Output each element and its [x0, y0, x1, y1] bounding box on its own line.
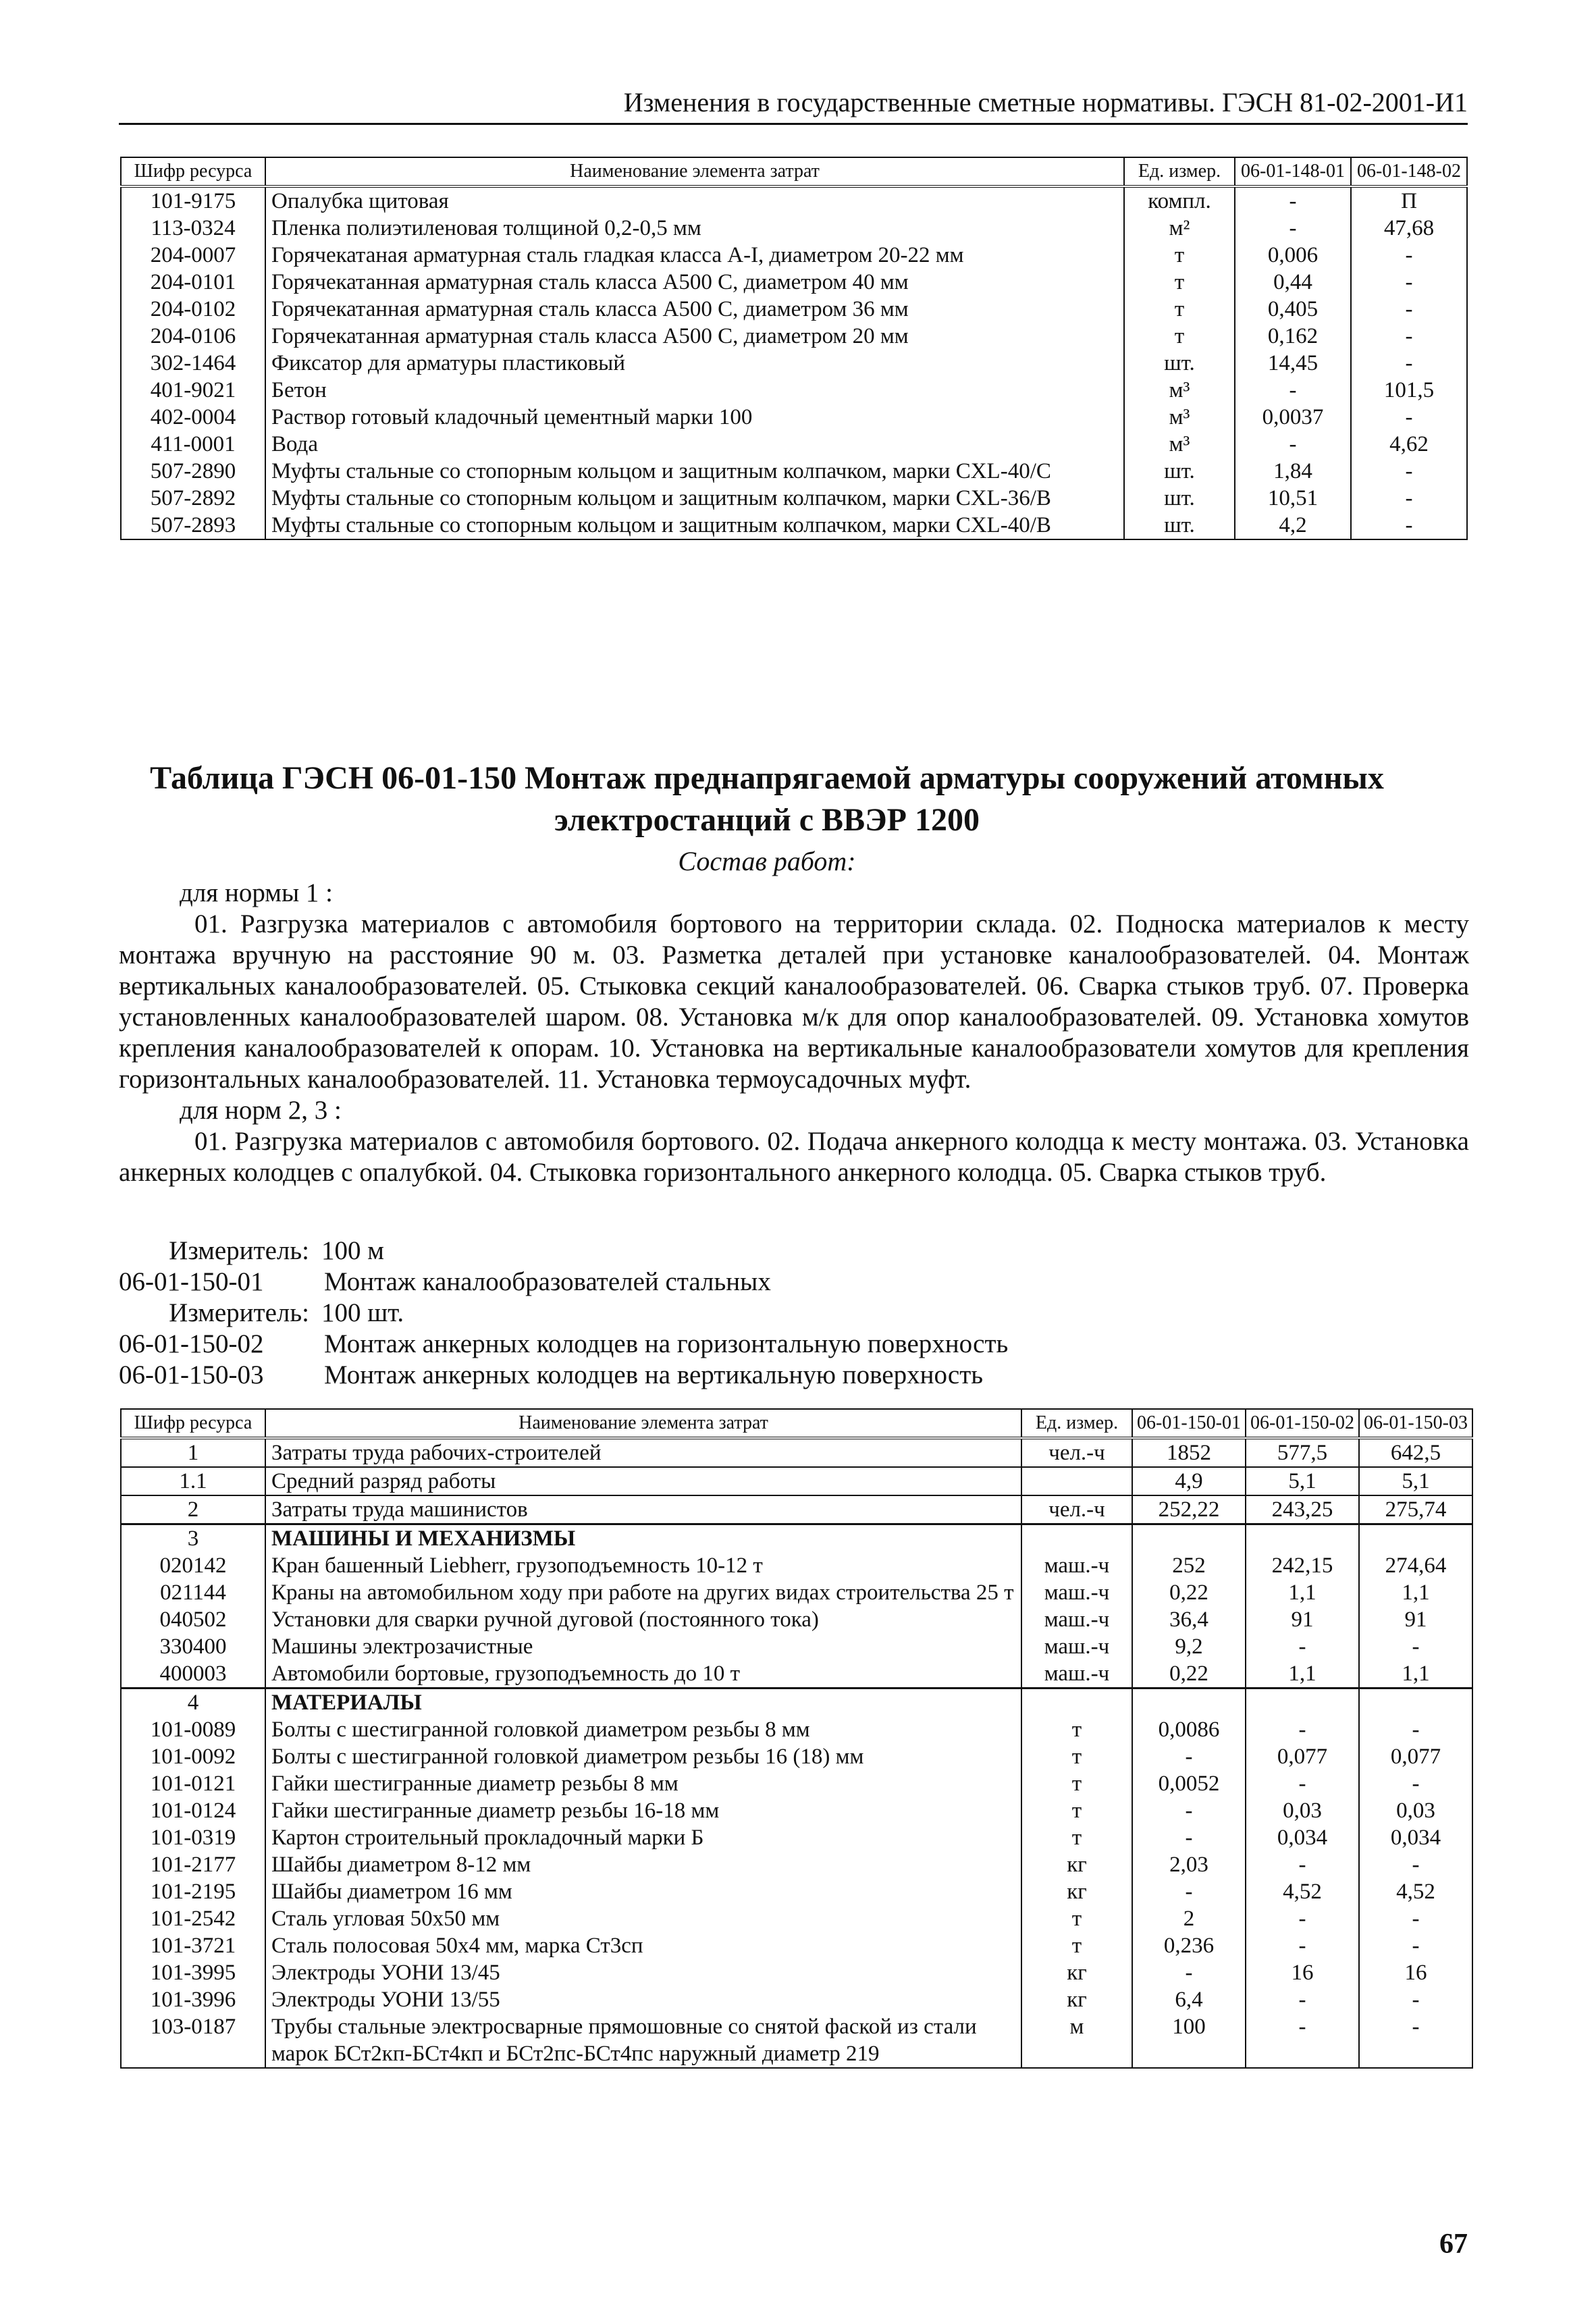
table-header-row [121, 157, 1467, 186]
table-cell: 2 [121, 1495, 265, 1524]
table-cell: 113-0324 [121, 215, 265, 242]
table-cell: Болты с шестигранной головкой диаметром резьбы 8 мм [265, 1716, 1021, 1743]
table-cell: 642,5 [1359, 1438, 1472, 1467]
table-row [121, 1959, 1472, 1986]
table-cell: 0,077 [1359, 1743, 1472, 1770]
table-cell: - [1359, 1716, 1472, 1743]
table-cell: 101,5 [1351, 377, 1467, 404]
table-row [121, 186, 1467, 215]
measure-row [119, 1360, 1008, 1391]
table-cell: 16 [1246, 1959, 1359, 1986]
table-cell: Опалубка щитовая [265, 186, 1124, 215]
table-cell: 101-0089 [121, 1716, 265, 1743]
measure-row [119, 1267, 1008, 1298]
table-cell: 101-2177 [121, 1851, 265, 1878]
table-cell: - [1351, 458, 1467, 485]
measure-value: 100 шт. [321, 1298, 404, 1327]
table-cell: 0,236 [1132, 1932, 1246, 1959]
table-cell: 4,9 [1132, 1467, 1246, 1495]
table-row [121, 1438, 1472, 1467]
table-cell: 1,1 [1246, 1579, 1359, 1606]
table-cell: т [1021, 1743, 1132, 1770]
table-cell: 274,64 [1359, 1552, 1472, 1579]
table-cell [1359, 1524, 1472, 1553]
table-cell [1021, 1467, 1132, 1495]
table-cell: 204-0101 [121, 269, 265, 296]
column-header: 06-01-150-02 [1246, 1409, 1359, 1438]
table-cell: т [1021, 1824, 1132, 1851]
table-cell: Фиксатор для арматуры пластиковый [265, 350, 1124, 377]
table-cell: 101-9175 [121, 186, 265, 215]
table-row [121, 1932, 1472, 1959]
table-cell: 1,1 [1359, 1579, 1472, 1606]
table-cell: 0,0037 [1235, 404, 1351, 431]
column-header: Ед. измер. [1021, 1409, 1132, 1438]
table-cell: 302-1464 [121, 350, 265, 377]
table-cell: 577,5 [1246, 1438, 1359, 1467]
table-cell: Шайбы диаметром 16 мм [265, 1878, 1021, 1905]
table-cell: 36,4 [1132, 1606, 1246, 1633]
measure-row [119, 1298, 1008, 1329]
table-cell [1021, 1689, 1132, 1717]
table-cell: т [1021, 1770, 1132, 1797]
table-cell: 103-0187 [121, 2013, 265, 2068]
table-row [121, 1716, 1472, 1743]
table-cell: 5,1 [1246, 1467, 1359, 1495]
table-cell: 0,22 [1132, 1660, 1246, 1689]
table-cell: Шайбы диаметром 8-12 мм [265, 1851, 1021, 1878]
table-cell: - [1351, 242, 1467, 269]
resource-table-06-01-148 [120, 157, 1468, 540]
table-cell: 0,0052 [1132, 1770, 1246, 1797]
norm1-text: 01. Разгрузка материалов с автомобиля бортового на территории склада. 02. Подноска материалов к месту монтажа вручную на расстояние 90 м. 03. Разметка деталей при установке каналообразователей. 04. Монтаж вертикальных каналообразователей. 05. Стыковка секций каналообразователей. 06. Сварка стыков труб. 07. Проверка установленных каналообразователей шаром. 08. Установка м/к для опор каналообразователей. 09. Установка хомутов крепления каналообразователей к опорам. 10. Установка на вертикальные каналообразователи хомутов для крепления горизонтальных каналообразователей. 11. Установка термоусадочных муфт. [119, 909, 1469, 1094]
table-cell: кг [1021, 1878, 1132, 1905]
table-cell: 507-2890 [121, 458, 265, 485]
measure-value: Монтаж анкерных колодцев на горизонтальную поверхность [324, 1329, 1009, 1358]
table-cell: - [1132, 1743, 1246, 1770]
table-cell: 0,0086 [1132, 1716, 1246, 1743]
column-header: Наименование элемента затрат [265, 157, 1124, 186]
table-cell: - [1359, 1932, 1472, 1959]
table-row [121, 458, 1467, 485]
table-cell: - [1351, 404, 1467, 431]
measure-value: Монтаж анкерных колодцев на вертикальную поверхность [324, 1360, 984, 1389]
table-cell [1246, 1524, 1359, 1553]
table-cell: 242,15 [1246, 1552, 1359, 1579]
measure-key: Измеритель: [169, 1236, 309, 1265]
table-cell: 101-3996 [121, 1986, 265, 2013]
table-cell: Горячекатанная арматурная сталь класса А500 С, диаметром 36 мм [265, 296, 1124, 323]
table-cell: - [1235, 431, 1351, 458]
table-row [121, 296, 1467, 323]
table-cell: кг [1021, 1986, 1132, 2013]
table-cell: 6,4 [1132, 1986, 1246, 2013]
table-cell: Гайки шестигранные диаметр резьбы 16-18 мм [265, 1797, 1021, 1824]
table-cell: 100 [1132, 2013, 1246, 2068]
table-row [121, 1660, 1472, 1689]
table-cell: Бетон [265, 377, 1124, 404]
table-cell: 402-0004 [121, 404, 265, 431]
table-cell: 1,84 [1235, 458, 1351, 485]
table-cell: 021144 [121, 1579, 265, 1606]
table-cell: 0,034 [1246, 1824, 1359, 1851]
table-cell: 4,52 [1246, 1878, 1359, 1905]
table-cell: Пленка полиэтиленовая толщиной 0,2-0,5 мм [265, 215, 1124, 242]
table-cell: маш.-ч [1021, 1660, 1132, 1689]
table-cell: 91 [1359, 1606, 1472, 1633]
resource-table-06-01-150 [120, 1408, 1473, 2069]
table-cell: 507-2892 [121, 485, 265, 512]
table-cell: Горячекатанная арматурная сталь класса А500 С, диаметром 40 мм [265, 269, 1124, 296]
table-cell: - [1351, 485, 1467, 512]
table-cell: Муфты стальные со стопорным кольцом и защитным колпачком, марки CXL-40/B [265, 512, 1124, 539]
table-cell: 507-2893 [121, 512, 265, 539]
table-row [121, 1633, 1472, 1660]
table-row [121, 1797, 1472, 1824]
table-cell: Краны на автомобильном ходу при работе на других видах строительства 25 т [265, 1579, 1021, 1606]
table-cell: 91 [1246, 1606, 1359, 1633]
table-cell: Кран башенный Liebherr, грузоподъемность 10-12 т [265, 1552, 1021, 1579]
table-cell: т [1021, 1905, 1132, 1932]
table-cell: - [1235, 186, 1351, 215]
measure-value: 100 м [321, 1236, 384, 1265]
table-cell: шт. [1124, 485, 1235, 512]
table-cell: 1852 [1132, 1438, 1246, 1467]
norm1-label: для нормы 1 : [180, 878, 333, 907]
table-cell: шт. [1124, 458, 1235, 485]
table-row [121, 2013, 1472, 2068]
running-header: Изменения в государственные сметные нормативы. ГЭСН 81-02-2001-И1 [119, 86, 1468, 125]
table-cell: 16 [1359, 1959, 1472, 1986]
table-row [121, 1824, 1472, 1851]
table-cell: 252 [1132, 1552, 1246, 1579]
table-cell: П [1351, 186, 1467, 215]
table-cell: Муфты стальные со стопорным кольцом и защитным колпачком, марки CXL-40/C [265, 458, 1124, 485]
table-cell: Затраты труда машинистов [265, 1495, 1021, 1524]
table-cell: м³ [1124, 431, 1235, 458]
table-cell: 0,077 [1246, 1743, 1359, 1770]
table-body [121, 186, 1467, 539]
table-row [121, 1467, 1472, 1495]
table-row [121, 1579, 1472, 1606]
table-cell: 0,44 [1235, 269, 1351, 296]
table-cell: 401-9021 [121, 377, 265, 404]
table-cell: 330400 [121, 1633, 265, 1660]
table-cell: - [1246, 1770, 1359, 1797]
table-cell: - [1351, 512, 1467, 539]
table-row [121, 377, 1467, 404]
table-row [121, 1770, 1472, 1797]
measure-row [119, 1235, 1008, 1267]
table-cell: 411-0001 [121, 431, 265, 458]
table-cell: шт. [1124, 512, 1235, 539]
table-row [121, 323, 1467, 350]
table-cell: - [1246, 1633, 1359, 1660]
table-cell: 0,034 [1359, 1824, 1472, 1851]
table-cell: 204-0106 [121, 323, 265, 350]
table-cell: т [1021, 1716, 1132, 1743]
table-cell: Горячекатанная арматурная сталь класса А500 С, диаметром 20 мм [265, 323, 1124, 350]
table-cell: 400003 [121, 1660, 265, 1689]
table-cell: - [1246, 2013, 1359, 2068]
table-cell: - [1246, 1716, 1359, 1743]
table-row [121, 1986, 1472, 2013]
table-cell: шт. [1124, 350, 1235, 377]
table-cell: - [1351, 269, 1467, 296]
table-cell: м [1021, 2013, 1132, 2068]
table-cell: 3 [121, 1524, 265, 1553]
table-cell: 0,03 [1359, 1797, 1472, 1824]
table-cell: 0,03 [1246, 1797, 1359, 1824]
table-cell: Сталь угловая 50х50 мм [265, 1905, 1021, 1932]
table-cell: 204-0007 [121, 242, 265, 269]
column-header: Ед. измер. [1124, 157, 1235, 186]
table-cell: - [1359, 1986, 1472, 2013]
table-cell: 4 [121, 1689, 265, 1717]
table-cell: 10,51 [1235, 485, 1351, 512]
table-header-row [121, 1409, 1472, 1438]
measure-value: Монтаж каналообразователей стальных [324, 1267, 771, 1296]
table-cell: Средний разряд работы [265, 1467, 1021, 1495]
table-cell: Вода [265, 431, 1124, 458]
table-cell: маш.-ч [1021, 1552, 1132, 1579]
table-cell: Картон строительный прокладочный марки Б [265, 1824, 1021, 1851]
table-row [121, 1495, 1472, 1524]
table-cell: - [1246, 1932, 1359, 1959]
table-row [121, 1878, 1472, 1905]
table-cell: Автомобили бортовые, грузоподъемность до 10 т [265, 1660, 1021, 1689]
table-cell: 252,22 [1132, 1495, 1246, 1524]
table-cell: т [1124, 269, 1235, 296]
table-cell: 0,162 [1235, 323, 1351, 350]
table-cell [1246, 1689, 1359, 1717]
table-cell: кг [1021, 1851, 1132, 1878]
table-row [121, 1905, 1472, 1932]
column-header: 06-01-148-01 [1235, 157, 1351, 186]
table-cell: - [1359, 1851, 1472, 1878]
table-cell: - [1359, 2013, 1472, 2068]
table-cell: маш.-ч [1021, 1633, 1132, 1660]
table-cell: 101-0124 [121, 1797, 265, 1824]
norm23-text: 01. Разгрузка материалов с автомобиля бортового. 02. Подача анкерного колодца к месту монтажа. 03. Установка анкерных колодцев с опалубкой. 04. Стыковка горизонтального анкерного колодца. 05. Сварка стыков труб. [119, 1127, 1469, 1187]
table-cell: 0,006 [1235, 242, 1351, 269]
table-cell: - [1132, 1959, 1246, 1986]
table-cell: маш.-ч [1021, 1579, 1132, 1606]
column-header: 06-01-150-03 [1359, 1409, 1472, 1438]
table-cell: м² [1124, 215, 1235, 242]
table-cell: Электроды УОНИ 13/55 [265, 1986, 1021, 2013]
table-cell: чел.-ч [1021, 1495, 1132, 1524]
table-cell: 2,03 [1132, 1851, 1246, 1878]
table-cell: Трубы стальные электросварные прямошовные со снятой фаской из стали марок БСт2кп-БСт4кп и БСт2пс-БСт4пс наружный диаметр 219 [265, 2013, 1021, 2068]
table-cell: - [1246, 1905, 1359, 1932]
table-row [121, 485, 1467, 512]
table-cell: Сталь полосовая 50х4 мм, марка Ст3сп [265, 1932, 1021, 1959]
table-cell: 101-3721 [121, 1932, 265, 1959]
table-cell: 0,22 [1132, 1579, 1246, 1606]
table-cell: - [1132, 1797, 1246, 1824]
table-cell: - [1132, 1824, 1246, 1851]
table-cell: 1.1 [121, 1467, 265, 1495]
table-cell: 1 [121, 1438, 265, 1467]
table-row [121, 404, 1467, 431]
table-row [121, 1606, 1472, 1633]
column-header: 06-01-150-01 [1132, 1409, 1246, 1438]
table-row [121, 431, 1467, 458]
table-row [121, 215, 1467, 242]
measure-row [119, 1329, 1008, 1360]
table-cell: м³ [1124, 404, 1235, 431]
table-cell: 101-2542 [121, 1905, 265, 1932]
table-cell: Электроды УОНИ 13/45 [265, 1959, 1021, 1986]
table-cell: 2 [1132, 1905, 1246, 1932]
table-cell: 101-0121 [121, 1770, 265, 1797]
table-cell [1021, 1524, 1132, 1553]
table-title: Таблица ГЭСН 06-01-150 Монтаж преднапрягаемой арматуры сооружений атомных электростанций с ВВЭР 1200 [150, 760, 1384, 838]
column-header: Шифр ресурса [121, 1409, 265, 1438]
table-cell: т [1124, 323, 1235, 350]
table-cell: компл. [1124, 186, 1235, 215]
table-cell: 101-0319 [121, 1824, 265, 1851]
table-cell: Болты с шестигранной головкой диаметром резьбы 16 (18) мм [265, 1743, 1021, 1770]
column-header: Шифр ресурса [121, 157, 265, 186]
norm23-label: для норм 2, 3 : [180, 1096, 342, 1125]
table-row [121, 512, 1467, 539]
table-cell: м³ [1124, 377, 1235, 404]
measure-key: Измеритель: [169, 1298, 309, 1327]
section-row [121, 1524, 1472, 1553]
table-cell: Установки для сварки ручной дуговой (постоянного тока) [265, 1606, 1021, 1633]
table-cell: 5,1 [1359, 1467, 1472, 1495]
table-row [121, 242, 1467, 269]
table-cell: - [1351, 350, 1467, 377]
table-cell: МАШИНЫ И МЕХАНИЗМЫ [265, 1524, 1021, 1553]
table-cell: т [1021, 1797, 1132, 1824]
table-cell: 4,52 [1359, 1878, 1472, 1905]
column-header: Наименование элемента затрат [265, 1409, 1021, 1438]
table-cell: 243,25 [1246, 1495, 1359, 1524]
table-cell: - [1359, 1770, 1472, 1797]
table-cell: Машины электрозачистные [265, 1633, 1021, 1660]
table-cell: 1,1 [1246, 1660, 1359, 1689]
table-cell: - [1235, 377, 1351, 404]
work-composition-label: Состав работ: [678, 846, 856, 876]
work-composition-text [119, 878, 1469, 1188]
table-cell: - [1351, 323, 1467, 350]
table-cell: 1,1 [1359, 1660, 1472, 1689]
table-cell: 101-0092 [121, 1743, 265, 1770]
table-cell: 040502 [121, 1606, 265, 1633]
table-cell: т [1124, 242, 1235, 269]
table-cell: 101-2195 [121, 1878, 265, 1905]
table-cell: Раствор готовый кладочный цементный марки 100 [265, 404, 1124, 431]
measure-key: 06-01-150-02 [119, 1329, 264, 1358]
table-cell: 4,62 [1351, 431, 1467, 458]
table-cell: 0,405 [1235, 296, 1351, 323]
table-row [121, 1743, 1472, 1770]
table-cell: 14,45 [1235, 350, 1351, 377]
table-cell: - [1235, 215, 1351, 242]
table-cell: Горячекатаная арматурная сталь гладкая класса А-I, диаметром 20-22 мм [265, 242, 1124, 269]
table-row [121, 269, 1467, 296]
table-cell [1359, 1689, 1472, 1717]
table-cell: - [1246, 1851, 1359, 1878]
table-cell: 101-3995 [121, 1959, 265, 1986]
measure-key: 06-01-150-03 [119, 1360, 264, 1389]
table-cell: 4,2 [1235, 512, 1351, 539]
table-cell: Муфты стальные со стопорным кольцом и защитным колпачком, марки CXL-36/B [265, 485, 1124, 512]
table-cell: т [1021, 1932, 1132, 1959]
table-cell: 9,2 [1132, 1633, 1246, 1660]
table-cell: - [1132, 1878, 1246, 1905]
table-cell: Затраты труда рабочих-строителей [265, 1438, 1021, 1467]
table-body [121, 1438, 1472, 2068]
table-cell: - [1246, 1986, 1359, 2013]
table-cell: 020142 [121, 1552, 265, 1579]
table-row [121, 1851, 1472, 1878]
table-cell: маш.-ч [1021, 1606, 1132, 1633]
page-number: 67 [1439, 2229, 1468, 2260]
table-cell: 47,68 [1351, 215, 1467, 242]
table-row [121, 350, 1467, 377]
column-header: 06-01-148-02 [1351, 157, 1467, 186]
table-cell: 204-0102 [121, 296, 265, 323]
table-cell: чел.-ч [1021, 1438, 1132, 1467]
table-cell: кг [1021, 1959, 1132, 1986]
table-cell: 275,74 [1359, 1495, 1472, 1524]
table-row [121, 1552, 1472, 1579]
measure-key: 06-01-150-01 [119, 1267, 264, 1296]
table-cell: - [1351, 296, 1467, 323]
table-cell [1132, 1689, 1246, 1717]
table-cell: - [1359, 1633, 1472, 1660]
table-cell [1132, 1524, 1246, 1553]
table-cell: т [1124, 296, 1235, 323]
measures-block [119, 1235, 1008, 1391]
table-cell: МАТЕРИАЛЫ [265, 1689, 1021, 1717]
table-cell: - [1359, 1905, 1472, 1932]
section-row [121, 1689, 1472, 1717]
table-cell: Гайки шестигранные диаметр резьбы 8 мм [265, 1770, 1021, 1797]
